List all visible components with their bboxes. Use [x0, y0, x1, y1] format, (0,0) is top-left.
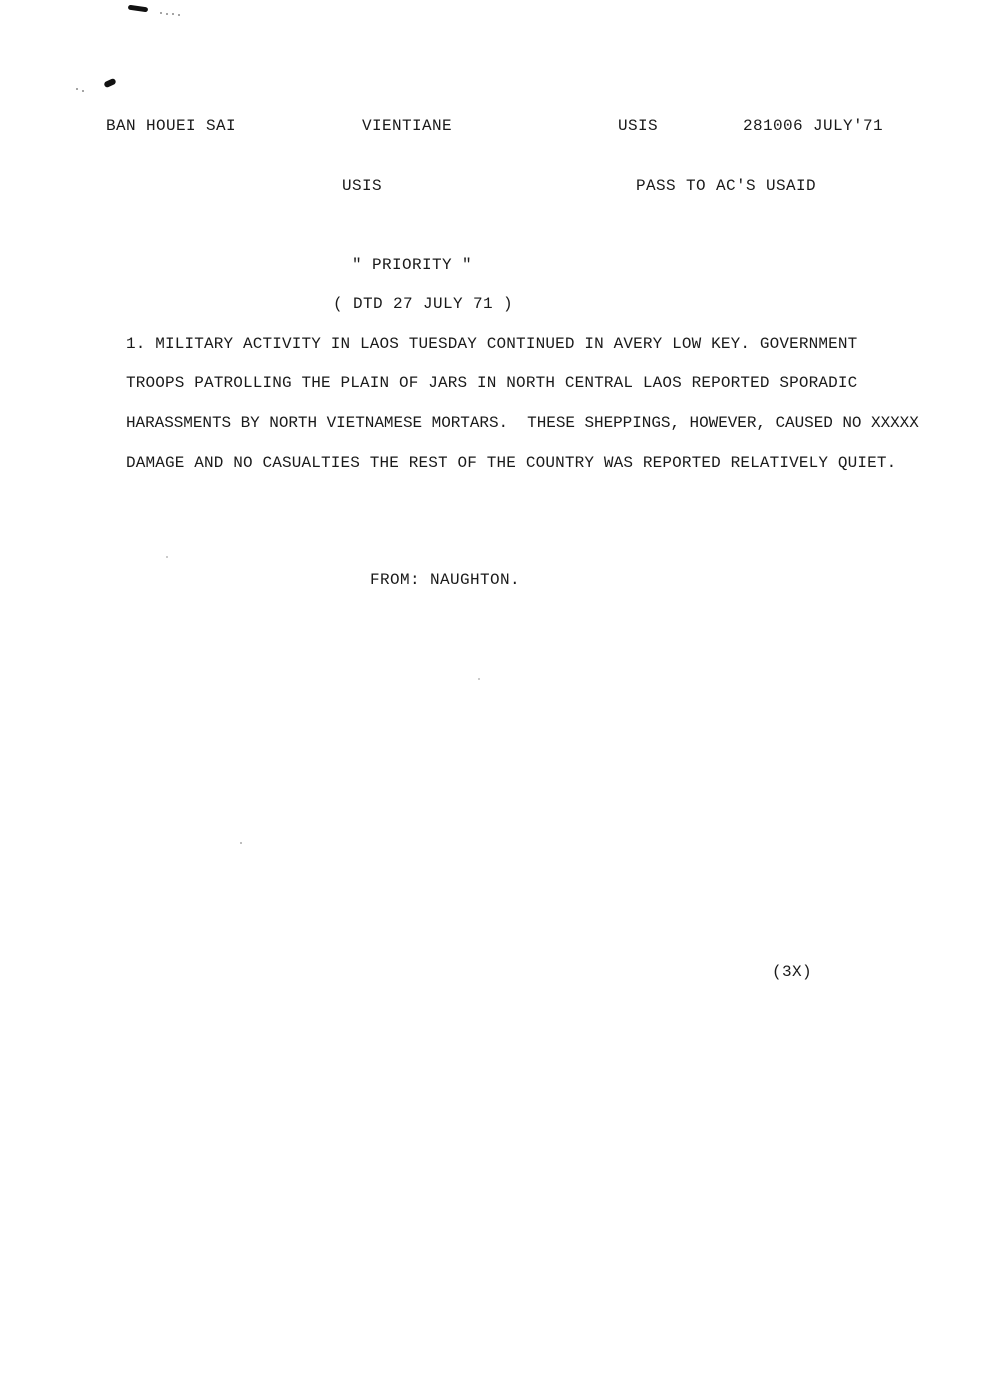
ink-speck: [172, 13, 174, 15]
ink-blot-left: [103, 78, 116, 89]
ink-speck: [166, 13, 168, 15]
signature-line: FROM: NAUGHTON.: [370, 571, 521, 589]
ink-speck: [160, 12, 162, 14]
ink-speck: [82, 90, 84, 92]
ink-speck: [178, 14, 180, 16]
header-origin: BAN HOUEI SAI: [106, 117, 237, 135]
header-destination: VIENTIANE: [362, 117, 453, 135]
scan-speck: [240, 842, 242, 844]
routing-to: USIS: [342, 177, 383, 195]
body-line-1: 1. MILITARY ACTIVITY IN LAOS TUESDAY CONTINUED IN AVERY LOW KEY. GOVERNMENT: [126, 335, 858, 353]
ink-speck: [76, 88, 78, 90]
header-agency: USIS: [618, 117, 659, 135]
ink-blot-top: [128, 5, 149, 13]
dated-line: ( DTD 27 JULY 71 ): [333, 295, 514, 313]
routing-pass-to: PASS TO AC'S USAID: [636, 177, 817, 195]
precedence-label: " PRIORITY ": [352, 256, 473, 274]
body-line-2: TROOPS PATROLLING THE PLAIN OF JARS IN NORTH CENTRAL LAOS REPORTED SPORADIC: [126, 374, 858, 392]
body-line-4: DAMAGE AND NO CASUALTIES THE REST OF THE COUNTRY WAS REPORTED RELATIVELY QUIET.: [126, 454, 897, 472]
header-dtg: 281006 JULY'71: [743, 117, 884, 135]
scan-speck: [478, 678, 480, 680]
body-line-3: HARASSMENTS BY NORTH VIETNAMESE MORTARS. THESE SHEPPINGS, HOWEVER, CAUSED NO XXXXX: [126, 414, 919, 432]
copies-marker: (3X): [772, 963, 813, 981]
scan-speck: [166, 556, 168, 558]
